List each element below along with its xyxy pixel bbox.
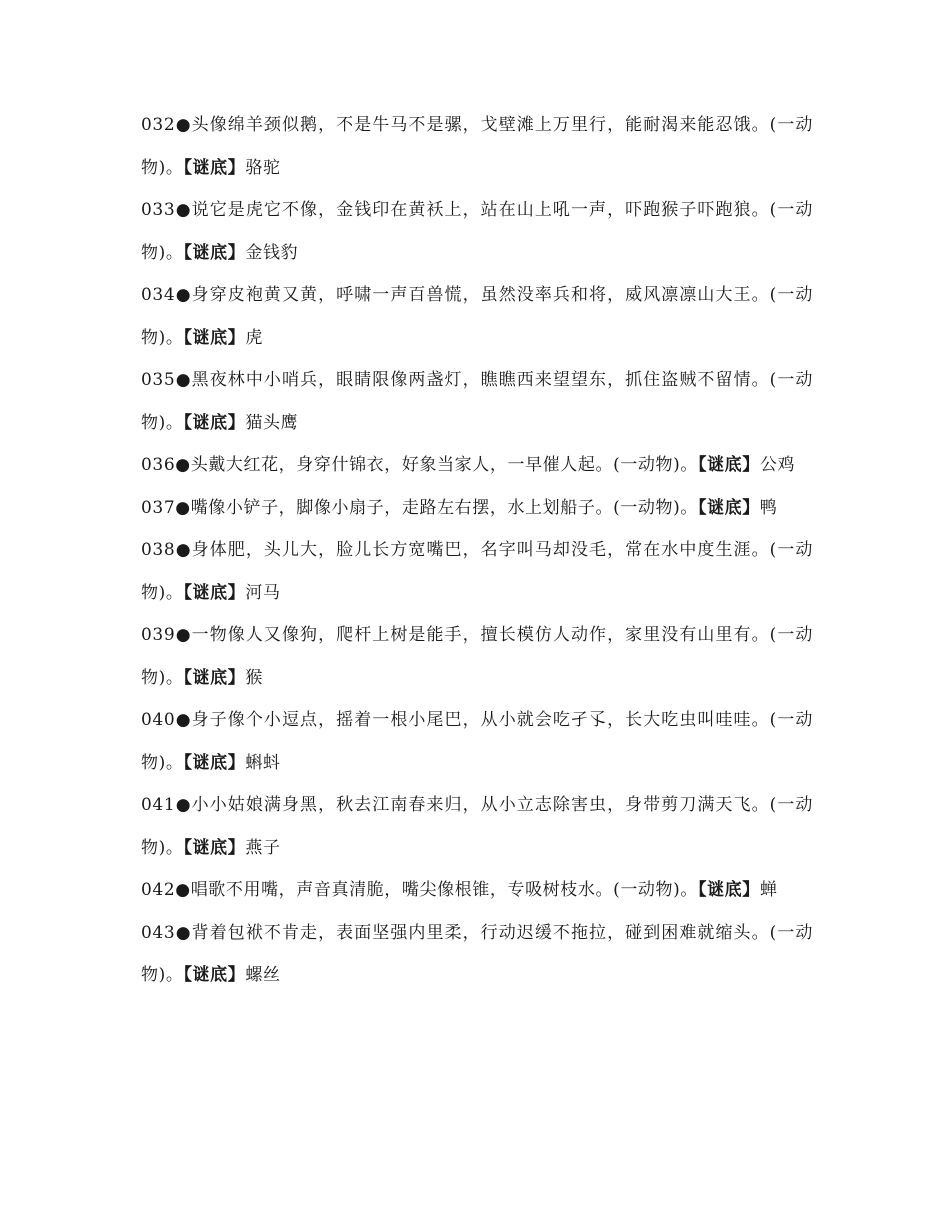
riddle-question: 一物像人又像狗，爬杆上树是能手，擅长模仿人动作，家里没有山里有。 <box>191 625 770 645</box>
riddle-category: (一动物)。 <box>141 200 814 263</box>
riddle-number: 042 <box>141 880 176 900</box>
riddle-category: (一动物)。 <box>141 625 814 688</box>
riddle-category: (一动物)。 <box>141 285 814 348</box>
riddle-number: 032 <box>141 115 176 135</box>
riddle-item <box>141 614 813 699</box>
riddle-answer: 蝉 <box>759 880 778 900</box>
riddle-question: 小小姑娘满身黑，秋去江南春来归，从小立志除害虫，身带剪刀满天飞。 <box>191 795 770 815</box>
riddle-category: (一动物)。 <box>141 922 814 985</box>
bullet-icon: ● <box>175 795 192 815</box>
riddle-category: (一动物)。 <box>613 497 698 518</box>
bullet-icon: ● <box>175 115 192 135</box>
riddle-item <box>141 104 813 189</box>
riddle-number: 039 <box>141 625 176 645</box>
riddle-item <box>141 529 813 614</box>
riddle-answer: 金钱豹 <box>245 242 299 263</box>
answer-label: 【谜底】 <box>183 582 246 603</box>
riddle-category: (一动物)。 <box>141 115 814 178</box>
bullet-icon: ● <box>175 880 191 900</box>
riddle-question: 说它是虎它不像，金钱印在黄袄上，站在山上吼一声，吓跑猴子吓跑狼。 <box>191 200 770 220</box>
riddle-number: 040 <box>141 710 176 730</box>
riddle-question: 唱歌不用嘴，声音真清脆，嘴尖像根锥，专吸树枝水。 <box>190 880 614 900</box>
riddle-answer: 公鸡 <box>759 455 796 475</box>
riddle-number: 036 <box>141 455 176 475</box>
riddle-category: (一动物)。 <box>141 370 814 433</box>
riddle-list <box>141 104 813 997</box>
riddle-answer: 河马 <box>245 582 281 603</box>
riddle-answer: 猫头鹰 <box>245 412 299 433</box>
answer-label: 【谜底】 <box>183 327 246 348</box>
bullet-icon: ● <box>175 625 192 645</box>
riddle-number: 043 <box>141 922 176 943</box>
riddle-item <box>141 189 813 274</box>
answer-label: 【谜底】 <box>697 455 760 475</box>
riddle-question: 头戴大红花，身穿什锦衣，好象当家人，一早催人起。 <box>190 455 614 475</box>
bullet-icon: ● <box>175 497 191 518</box>
riddle-category: (一动物)。 <box>613 455 698 475</box>
riddle-category: (一动物)。 <box>141 540 814 603</box>
bullet-icon: ● <box>175 455 191 475</box>
bullet-icon: ● <box>175 370 192 390</box>
riddle-category: (一动物)。 <box>613 880 698 900</box>
answer-label: 【谜底】 <box>183 667 246 688</box>
bullet-icon: ● <box>175 922 192 943</box>
riddle-answer: 骆驼 <box>245 157 281 178</box>
riddle-answer: 蝌蚪 <box>245 752 281 773</box>
riddle-question: 身体肥，头儿大，脸儿长方宽嘴巴，名字叫马却没毛，常在水中度生涯。 <box>191 540 770 560</box>
riddle-answer: 螺丝 <box>245 965 281 985</box>
answer-label: 【谜底】 <box>183 157 246 178</box>
riddle-question: 头像绵羊颈似鹅，不是牛马不是骡，戈壁滩上万里行，能耐渴来能忍饿。 <box>191 115 770 135</box>
riddle-item <box>141 912 813 997</box>
riddle-answer: 燕子 <box>245 837 281 858</box>
riddle-answer: 鸭 <box>759 497 778 518</box>
riddle-category: (一动物)。 <box>141 710 814 773</box>
answer-label: 【谜底】 <box>183 965 246 985</box>
riddle-item <box>141 784 813 869</box>
riddle-item <box>141 699 813 784</box>
riddle-number: 037 <box>141 497 176 518</box>
riddle-question: 嘴像小铲子，脚像小扇子，走路左右摆，水上划船子。 <box>190 497 614 518</box>
answer-label: 【谜底】 <box>183 752 246 773</box>
riddle-item <box>141 359 813 444</box>
answer-label: 【谜底】 <box>697 497 760 518</box>
bullet-icon: ● <box>175 540 192 560</box>
riddle-number: 041 <box>141 795 176 815</box>
bullet-icon: ● <box>175 710 192 730</box>
riddle-answer: 猴 <box>245 667 263 688</box>
riddle-question: 身穿皮袍黄又黄，呼啸一声百兽慌，虽然没率兵和将，威风凛凛山大王。 <box>191 285 770 305</box>
riddle-number: 034 <box>141 285 176 305</box>
bullet-icon: ● <box>175 200 192 220</box>
riddle-answer: 虎 <box>245 327 263 348</box>
riddle-item <box>141 274 813 359</box>
riddle-number: 033 <box>141 200 176 220</box>
answer-label: 【谜底】 <box>697 880 760 900</box>
riddle-question: 背着包袱不肯走，表面坚强内里柔，行动迟缓不拖拉，碰到困难就缩头。 <box>191 922 770 943</box>
riddle-number: 035 <box>141 370 176 390</box>
riddle-question: 黑夜林中小哨兵，眼睛限像两盏灯，瞧瞧西来望望东，抓住盗贼不留情。 <box>191 370 770 390</box>
riddle-item <box>141 444 813 487</box>
riddle-category: (一动物)。 <box>141 795 814 858</box>
answer-label: 【谜底】 <box>183 412 246 433</box>
riddle-item <box>141 869 813 912</box>
riddle-question: 身子像个小逗点，摇着一根小尾巴，从小就会吃孑孓，长大吃虫叫哇哇。 <box>191 710 770 730</box>
answer-label: 【谜底】 <box>183 242 246 263</box>
riddle-number: 038 <box>141 540 176 560</box>
answer-label: 【谜底】 <box>183 837 246 858</box>
bullet-icon: ● <box>175 285 192 305</box>
riddle-item <box>141 487 813 530</box>
